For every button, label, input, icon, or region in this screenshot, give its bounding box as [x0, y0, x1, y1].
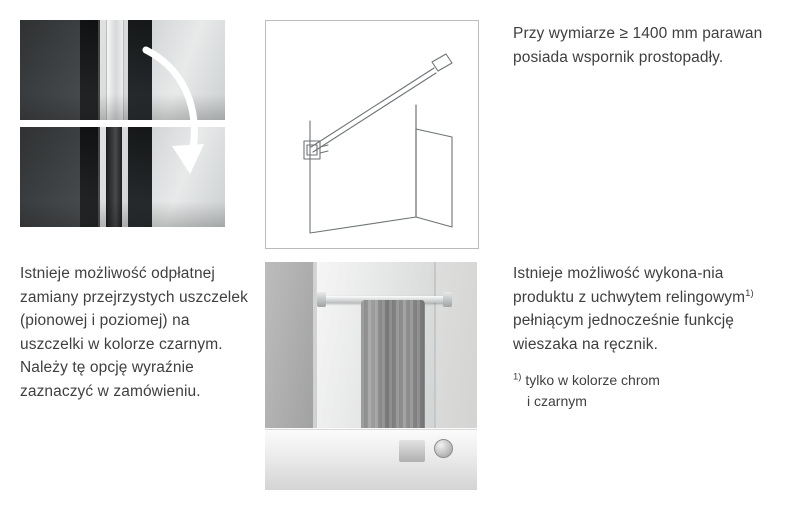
- footnote-text-1: tylko w kolorze chrom: [525, 372, 660, 389]
- bottom-right-paragraph: [513, 262, 781, 356]
- footnote-reference-marker: 1): [745, 287, 754, 299]
- tub-rim-line: [265, 429, 477, 430]
- bottom-right-text-part2: pełniącym jednocześnie funkcję wieszaka na ręcznik.: [513, 312, 734, 353]
- footnote-text-2: i czarnym: [527, 393, 587, 410]
- top-right-paragraph: Przy wymiarze ≥ 1400 mm parawan posiada wspornik prostopadły.: [513, 25, 763, 66]
- towel-rail-bracket-right: [443, 292, 452, 307]
- bottom-right-text-part1: Istnieje możliwość wykona-nia produktu z uchwytem relingowym: [513, 265, 746, 306]
- photo-shadow: [20, 94, 225, 120]
- bottom-right-block: [513, 262, 781, 412]
- footnote-block: [513, 370, 781, 412]
- tub-drain: [434, 439, 453, 458]
- photo-shadow: [20, 201, 225, 227]
- footnote-marker: 1): [513, 371, 522, 383]
- footnote-line-1: [513, 370, 781, 391]
- bottom-left-paragraph: Istnieje możliwość odpłatnej zamiany przejrzystych uszczelek (pionowej i poziomej) na uszczelki w kolorze czarnym. Należy tę opcję wyraźnie zaznaczyć w zamówieniu.: [20, 265, 248, 400]
- towel-rail-bracket-left: [317, 292, 326, 307]
- seal-photo-pair: [20, 20, 225, 227]
- glass-panel-side: [265, 262, 317, 442]
- tub-fixture: [399, 440, 425, 462]
- photo-seal-black: [20, 127, 225, 227]
- technical-drawing-support-bar: [265, 20, 479, 249]
- photo-seal-clear: [20, 20, 225, 120]
- photo-towel-rail: [265, 262, 477, 490]
